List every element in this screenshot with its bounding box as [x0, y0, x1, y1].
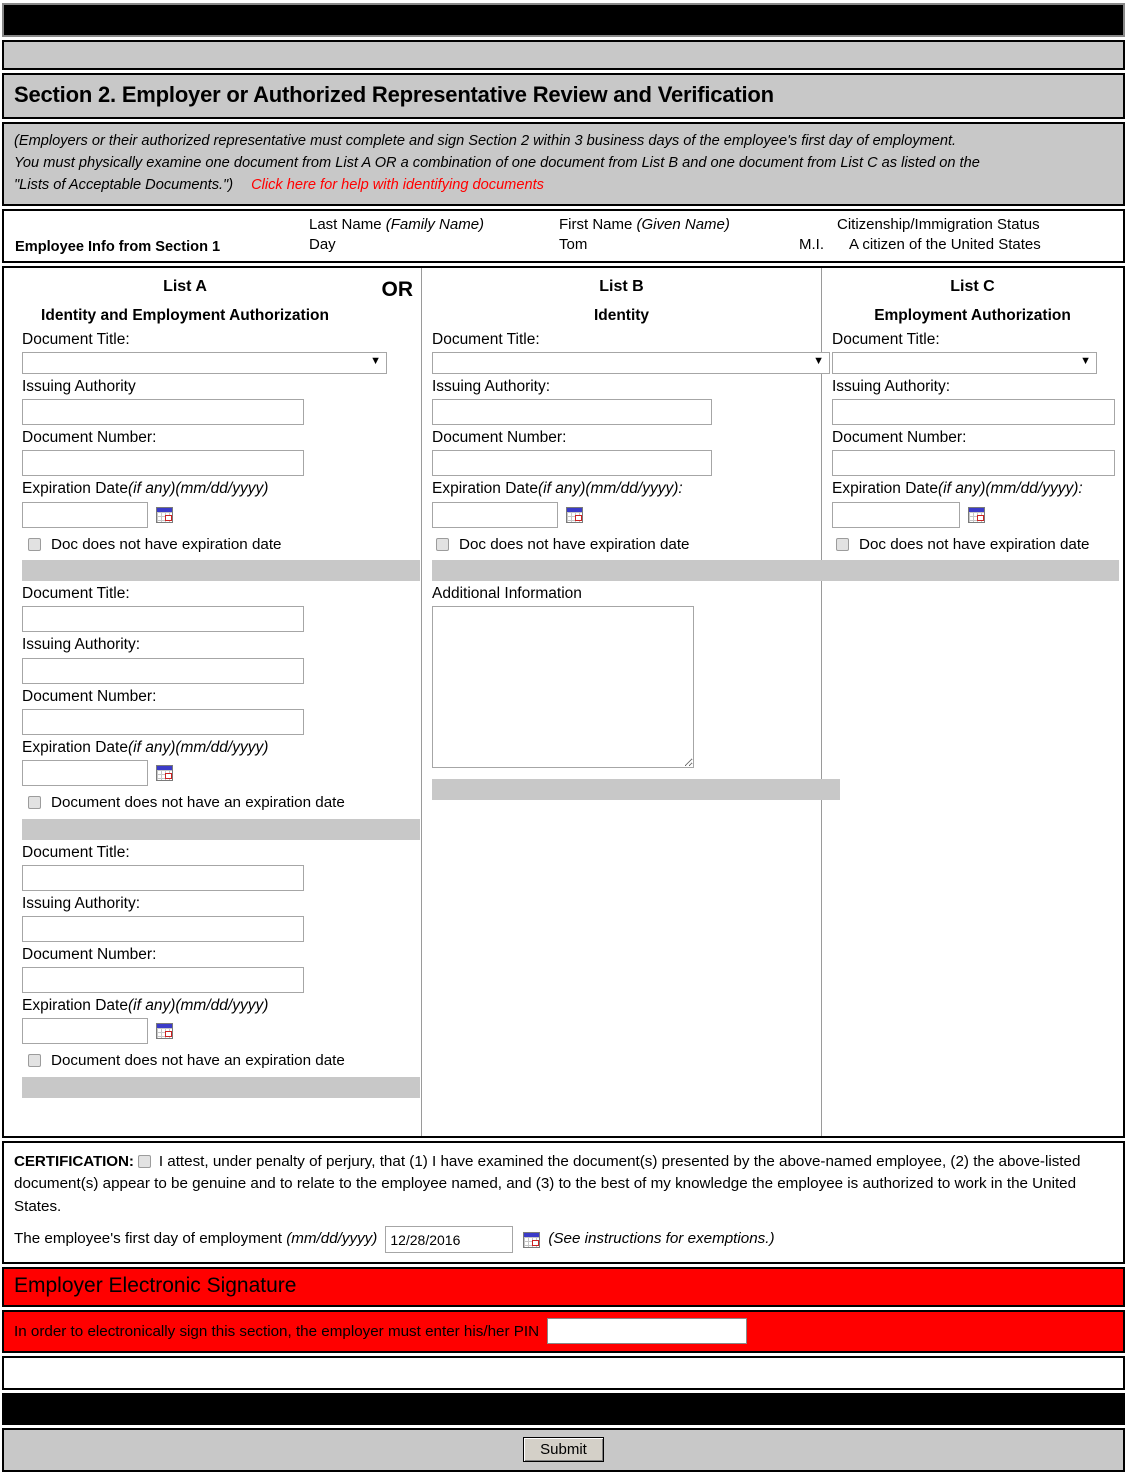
calendar-grid	[567, 512, 582, 522]
employer-pin-row	[2, 1310, 1125, 1353]
list-b-no-expiration-label: Doc does not have expiration date	[459, 535, 690, 553]
list-c-number-input[interactable]	[832, 450, 1115, 476]
list-a-doc2-exp-plain: Expiration Date	[22, 738, 128, 756]
list-a-doc1-exp-ital: (if any)(mm/dd/yyyy)	[127, 480, 269, 498]
list-a-separator-3	[22, 1077, 420, 1098]
list-b-separator-1	[432, 560, 840, 581]
calendar-icon[interactable]	[566, 507, 583, 523]
list-b-additional-info-label: Additional Information	[432, 585, 582, 603]
list-a-doc1-no-expiration-checkbox[interactable]	[28, 538, 41, 551]
calendar-icon[interactable]	[156, 765, 173, 781]
list-a-doc1-number-input[interactable]	[22, 450, 304, 476]
list-c-no-expiration-row[interactable]	[836, 535, 1123, 555]
pin-prompt-label: In order to electronically sign this section, the employer must enter his/her PIN	[14, 1322, 540, 1340]
first-name-header-ital: (Given Name)	[636, 215, 730, 233]
first-day-of-employment-row	[14, 1226, 1113, 1253]
employee-citizenship-cell	[837, 215, 1087, 256]
last-name-header	[309, 215, 559, 235]
first-name-header	[559, 215, 799, 235]
top-gray-strip	[2, 40, 1125, 70]
i9-section2-form	[0, 3, 1127, 1472]
list-a-doc2-issuing-label: Issuing Authority:	[22, 636, 141, 654]
list-a-doc3-exp-plain: Expiration Date	[22, 997, 128, 1015]
list-a-subtitle: Identity and Employment Authorization	[41, 307, 329, 325]
list-a-doc1-expiration-input[interactable]	[22, 502, 148, 528]
list-c-title-select[interactable]	[832, 352, 1097, 374]
calendar-icon[interactable]	[523, 1232, 540, 1248]
last-name-header-plain: Last Name	[309, 215, 386, 233]
list-a-doc2-expiration-input[interactable]	[22, 760, 148, 786]
list-b-exp-plain: Expiration Date	[432, 480, 538, 498]
list-b-no-expiration-row[interactable]	[436, 535, 821, 555]
list-a-doc1-issuing-label: Issuing Authority	[22, 378, 136, 396]
certification-statement	[14, 1151, 1113, 1218]
list-b-number-label: Document Number:	[432, 429, 567, 447]
list-b-issuing-input[interactable]	[432, 399, 712, 425]
list-a-doc1-title-select[interactable]	[22, 352, 387, 374]
list-a-doc3-issuing-input[interactable]	[22, 916, 304, 942]
list-c-exp-plain: Expiration Date	[832, 480, 938, 498]
list-c-no-expiration-label: Doc does not have expiration date	[859, 535, 1090, 553]
list-c-expiration-input[interactable]	[832, 502, 960, 528]
employee-info-panel	[2, 209, 1125, 264]
certification-text: I attest, under penalty of perjury, that (1) I have examined the document(s) presented by the above-named employee, (2) the above-listed document(s) appear to be genuine and to relate to the employee named, and (3) to the best of my knowledge the employee is authorized to work in the United States.	[14, 1153, 1081, 1215]
page-title: Section 2. Employer or Authorized Representative Review and Verification	[14, 82, 774, 107]
list-b-no-expiration-checkbox[interactable]	[436, 538, 449, 551]
submit-bar	[2, 1428, 1125, 1472]
list-a-document-1	[4, 327, 421, 581]
list-a-doc2-exp-ital: (if any)(mm/dd/yyyy)	[127, 738, 269, 756]
list-a-doc2-no-expiration-row[interactable]	[28, 793, 421, 813]
list-a-document-2	[4, 581, 421, 839]
list-a-doc3-exp-ital: (if any)(mm/dd/yyyy)	[127, 997, 269, 1015]
list-b-exp-ital: (if any)(mm/dd/yyyy):	[537, 480, 683, 498]
list-c-separator-1	[832, 560, 1119, 581]
list-b-title-select[interactable]	[432, 352, 830, 374]
calendar-grid	[157, 512, 172, 522]
calendar-icon[interactable]	[156, 1023, 173, 1039]
citizenship-value: A citizen of the United States	[849, 235, 1041, 253]
instructions-line-1: (Employers or their authorized representative must complete and sign Section 2 within 3 business days of the employee's first day of employment.	[14, 133, 957, 149]
list-a-separator-2	[22, 819, 420, 840]
list-c-subtitle: Employment Authorization	[874, 307, 1071, 325]
submit-button[interactable]: Submit	[523, 1437, 604, 1462]
list-a-doc3-title-label: Document Title:	[22, 843, 130, 861]
list-c-exp-ital: (if any)(mm/dd/yyyy):	[937, 480, 1083, 498]
list-a-doc2-number-label: Document Number:	[22, 687, 157, 705]
first-day-label-plain: The employee's first day of employment	[14, 1230, 287, 1248]
employer-signature-heading: Employer Electronic Signature	[2, 1267, 1125, 1307]
list-a-doc3-number-label: Document Number:	[22, 945, 157, 963]
first-name-value: Tom	[559, 235, 588, 253]
list-a-doc2-number-input[interactable]	[22, 709, 304, 735]
list-a-doc2-title-input[interactable]	[22, 606, 304, 632]
list-a-doc3-expiration-input[interactable]	[22, 1018, 148, 1044]
list-c-column	[822, 268, 1123, 1136]
list-a-doc1-exp-plain: Expiration Date	[22, 480, 128, 498]
list-a-doc1-title-label: Document Title:	[22, 331, 130, 349]
top-black-banner	[2, 3, 1125, 37]
list-c-title: List C	[950, 278, 995, 296]
list-a-doc2-no-expiration-checkbox[interactable]	[28, 796, 41, 809]
last-name-header-ital: (Family Name)	[385, 215, 485, 233]
first-day-date-input[interactable]	[385, 1226, 513, 1253]
list-a-document-3	[4, 840, 421, 1098]
calendar-grid	[969, 512, 984, 522]
calendar-icon[interactable]	[156, 507, 173, 523]
list-c-expiration-label	[822, 476, 1123, 501]
list-b-issuing-label: Issuing Authority:	[432, 378, 551, 396]
list-a-doc1-issuing-input[interactable]	[22, 399, 304, 425]
list-b-title-select-wrap	[432, 352, 830, 374]
list-a-doc1-no-expiration-row[interactable]	[28, 535, 421, 555]
list-a-doc3-expiration-row	[22, 1018, 421, 1044]
employee-last-name-cell	[309, 215, 559, 256]
document-lists-container	[2, 266, 1125, 1138]
list-b-column	[422, 268, 822, 1136]
calendar-icon[interactable]	[968, 507, 985, 523]
instructions-panel	[2, 122, 1125, 206]
help-identifying-documents-link[interactable]: Click here for help with identifying documents	[251, 177, 544, 194]
list-a-doc2-expiration-label	[4, 735, 421, 760]
list-a-doc3-issuing-label: Issuing Authority:	[22, 894, 141, 912]
list-c-number-label: Document Number:	[832, 429, 967, 447]
chevron-down-icon: ▼	[370, 355, 381, 368]
list-a-doc3-title-input[interactable]	[22, 865, 304, 891]
list-c-no-expiration-checkbox[interactable]	[836, 538, 849, 551]
list-a-doc1-no-expiration-label: Doc does not have expiration date	[51, 535, 282, 553]
list-a-doc1-expiration-label	[4, 476, 421, 501]
blank-white-strip	[2, 1356, 1125, 1390]
list-c-expiration-row	[832, 502, 1123, 528]
list-b-expiration-input[interactable]	[432, 502, 558, 528]
calendar-grid	[157, 1028, 172, 1038]
or-separator-label: OR	[381, 278, 413, 302]
list-a-doc1-number-label: Document Number:	[22, 429, 157, 447]
list-c-title-select-wrap	[832, 352, 1097, 374]
list-b-expiration-label	[422, 476, 821, 501]
chevron-down-icon: ▼	[813, 355, 824, 368]
chevron-down-icon: ▼	[1080, 355, 1091, 368]
list-b-number-input[interactable]	[432, 450, 712, 476]
first-day-label-ital: (mm/dd/yyyy)	[286, 1230, 378, 1248]
list-a-doc2-title-label: Document Title:	[22, 585, 130, 603]
list-b-title-label: Document Title:	[432, 331, 540, 349]
mi-header: M.I.	[799, 235, 824, 253]
list-c-issuing-input[interactable]	[832, 399, 1115, 425]
list-b-expiration-row	[432, 502, 821, 528]
list-b-title: List B	[599, 278, 644, 296]
instructions-line-3: "Lists of Acceptable Documents.")	[14, 177, 234, 194]
last-name-value: Day	[309, 235, 336, 253]
list-c-issuing-label: Issuing Authority:	[832, 378, 951, 396]
list-a-separator-1	[22, 560, 420, 581]
list-a-doc3-expiration-label	[4, 993, 421, 1018]
list-a-doc3-no-expiration-label: Document does not have an expiration date	[51, 1052, 345, 1070]
first-day-label	[14, 1228, 377, 1250]
list-a-doc3-no-expiration-checkbox[interactable]	[28, 1054, 41, 1067]
certification-checkbox[interactable]	[138, 1155, 151, 1168]
list-a-doc2-issuing-input[interactable]	[22, 658, 304, 684]
calendar-grid	[524, 1237, 539, 1247]
list-a-doc2-expiration-row	[22, 760, 421, 786]
exemption-note: (See instructions for exemptions.)	[548, 1230, 775, 1248]
employee-first-name-cell	[559, 215, 799, 256]
instructions-text	[4, 124, 1123, 204]
first-name-header-plain: First Name	[559, 215, 637, 233]
bottom-black-banner	[2, 1393, 1125, 1425]
list-b-subtitle: Identity	[593, 307, 650, 325]
section-title-panel	[2, 73, 1125, 119]
list-b-separator-2	[432, 779, 840, 800]
employee-info-label: Employee Info from Section 1	[15, 239, 221, 256]
list-a-column	[4, 268, 422, 1136]
list-c-title-label: Document Title:	[832, 331, 940, 349]
list-a-doc3-no-expiration-row[interactable]	[28, 1051, 421, 1071]
list-a-doc1-expiration-row	[22, 502, 421, 528]
certification-panel	[2, 1141, 1125, 1264]
list-b-additional-info-textarea[interactable]	[432, 606, 694, 768]
employer-pin-input[interactable]	[547, 1318, 747, 1344]
instructions-line-2: You must physically examine one document from List A OR a combination of one document from List B and one document from List C as listed on the	[14, 155, 980, 172]
certification-label: CERTIFICATION:	[14, 1153, 134, 1171]
employee-info-row	[4, 211, 1123, 262]
employee-middle-initial-cell	[799, 235, 837, 255]
list-a-doc2-no-expiration-label: Document does not have an expiration date	[51, 793, 345, 811]
citizenship-header: Citizenship/Immigration Status	[837, 215, 1040, 233]
list-a-title: List A	[163, 278, 207, 296]
calendar-grid	[157, 770, 172, 780]
list-a-doc1-title-select-wrap	[22, 352, 387, 374]
list-a-doc3-number-input[interactable]	[22, 967, 304, 993]
